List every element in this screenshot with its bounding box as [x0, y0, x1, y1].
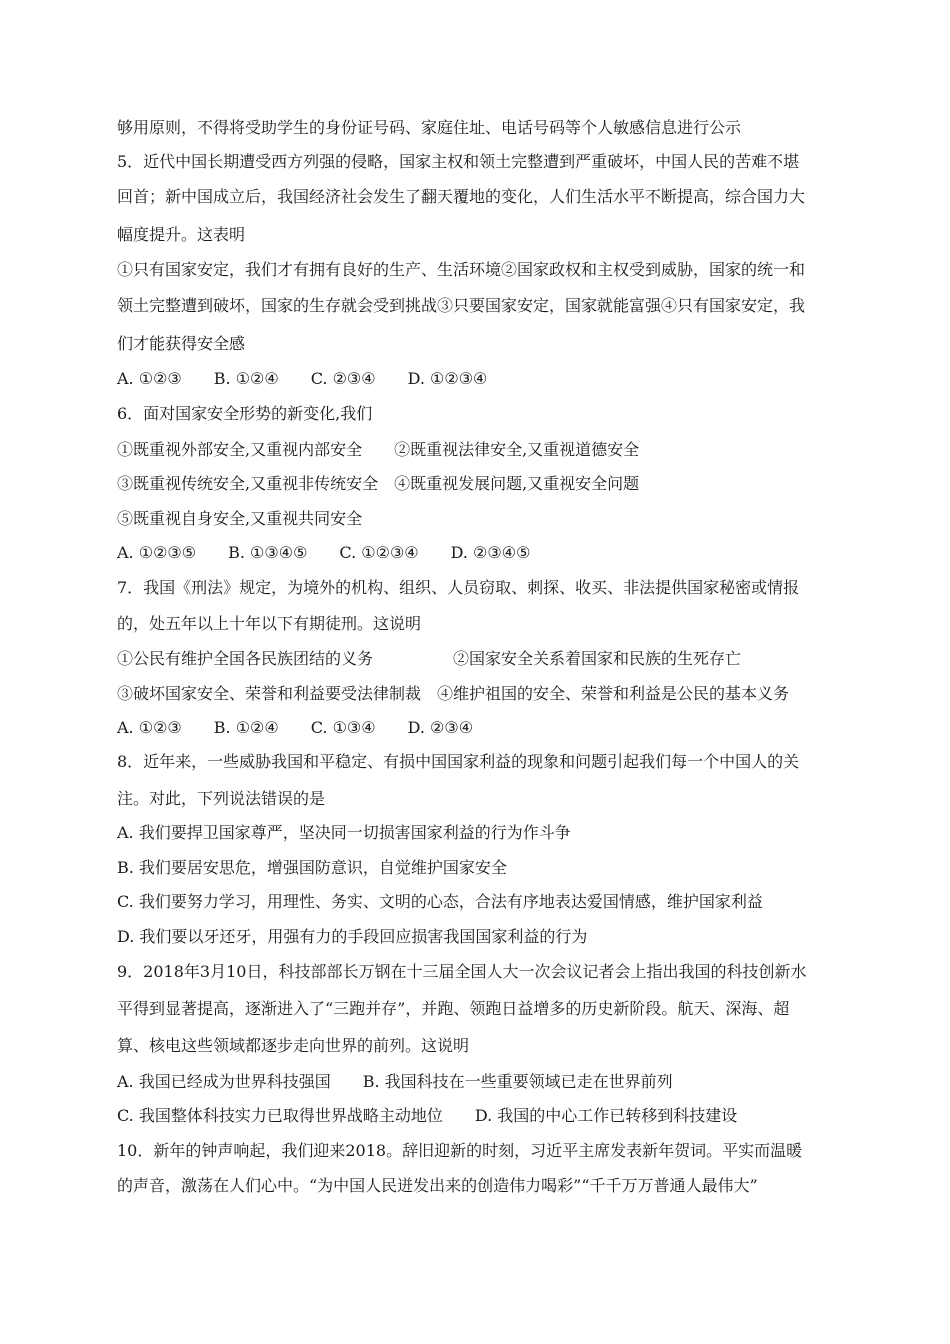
text-line: 的，处五年以上十年以下有期徒刑。这说明: [117, 614, 422, 633]
statement-line: ③既重视传统安全,又重视非传统安全 ④既重视发展问题,又重视安全问题: [117, 474, 640, 493]
option-b: B. 我们要居安思危，增强国防意识，自觉维护国家安全: [117, 858, 507, 877]
text-line: 平得到显著提高，逐渐进入了“三跑并存”，并跑、领跑日益增多的历史新阶段。航天、深海、超: [117, 999, 790, 1018]
statement-line: 领土完整遭到破坏，国家的生存就会受到挑战③只要国家安定，国家就能富强④只有国家安定，我: [117, 296, 806, 315]
answer-options: A. ①②③ B. ①②④ C. ①③④ D. ②③④: [117, 718, 474, 737]
question-10-stem: 10．新年的钟声响起，我们迎来2018。辞旧迎新的时刻，习近平主席发表新年贺词。平实而温暖: [117, 1141, 803, 1160]
option-a: A. 我们要捍卫国家尊严，坚决同一切损害国家利益的行为作斗争: [117, 823, 571, 842]
text-line: 算、核电这些领域都逐步走向世界的前列。这说明: [117, 1036, 470, 1055]
text-line: 注。对此，下列说法错误的是: [117, 789, 326, 808]
statement-line: ①只有国家安定，我们才有拥有良好的生产、生活环境②国家政权和主权受到威胁，国家的统一和: [117, 260, 806, 279]
answer-options: A. ①②③ B. ①②④ C. ②③④ D. ①②③④: [117, 369, 488, 388]
statement-line: ③破坏国家安全、荣誉和利益要受法律制裁 ④维护祖国的安全、荣誉和利益是公民的基本义务: [117, 684, 790, 703]
question-5-stem: 5．近代中国长期遭受西方列强的侵略，国家主权和领土完整遭到严重破坏，中国人民的苦难不堪: [117, 152, 800, 171]
statement-line: ①公民有维护全国各民族团结的义务 ②国家安全关系着国家和民族的生死存亡: [117, 649, 742, 668]
answer-options: A. ①②③⑤ B. ①③④⑤ C. ①②③④ D. ②③④⑤: [117, 543, 531, 562]
statement-line: ①既重视外部安全,又重视内部安全 ②既重视法律安全,又重视道德安全: [117, 440, 640, 459]
question-7-stem: 7．我国《刑法》规定，为境外的机构、组织、人员窃取、刺探、收买、非法提供国家秘密或情报: [117, 578, 800, 597]
text-line: 回首；新中国成立后，我国经济社会发生了翻天覆地的变化，人们生活水平不断提高，综合国力大: [117, 187, 806, 206]
option-c: C. 我们要努力学习，用理性、务实、文明的心态，合法有序地表达爱国情感，维护国家利益: [117, 892, 763, 911]
text-line: 幅度提升。这表明: [117, 225, 246, 244]
text-line: 够用原则，不得将受助学生的身份证号码、家庭住址、电话号码等个人敏感信息进行公示: [117, 118, 742, 137]
question-9-stem: 9．2018年3月10日，科技部部长万钢在十三届全国人大一次会议记者会上指出我国的科技创新水: [117, 962, 807, 981]
statement-line: 们才能获得安全感: [117, 334, 246, 353]
question-8-stem: 8．近年来，一些威胁我国和平稳定、有损中国国家利益的现象和问题引起我们每一个中国人的关: [117, 752, 800, 771]
question-6-stem: 6．面对国家安全形势的新变化,我们: [117, 404, 373, 423]
options-row: C. 我国整体科技实力已取得世界战略主动地位 D. 我国的中心工作已转移到科技建设: [117, 1106, 738, 1125]
text-line: 的声音，激荡在人们心中。“为中国人民迸发出来的创造伟力喝彩”“千千万万普通人最伟大”: [117, 1176, 758, 1195]
options-row: A. 我国已经成为世界科技强国 B. 我国科技在一些重要领域已走在世界前列: [117, 1072, 673, 1091]
option-d: D. 我们要以牙还牙，用强有力的手段回应损害我国国家利益的行为: [117, 927, 588, 946]
statement-line: ⑤既重视自身安全,又重视共同安全: [117, 509, 363, 528]
